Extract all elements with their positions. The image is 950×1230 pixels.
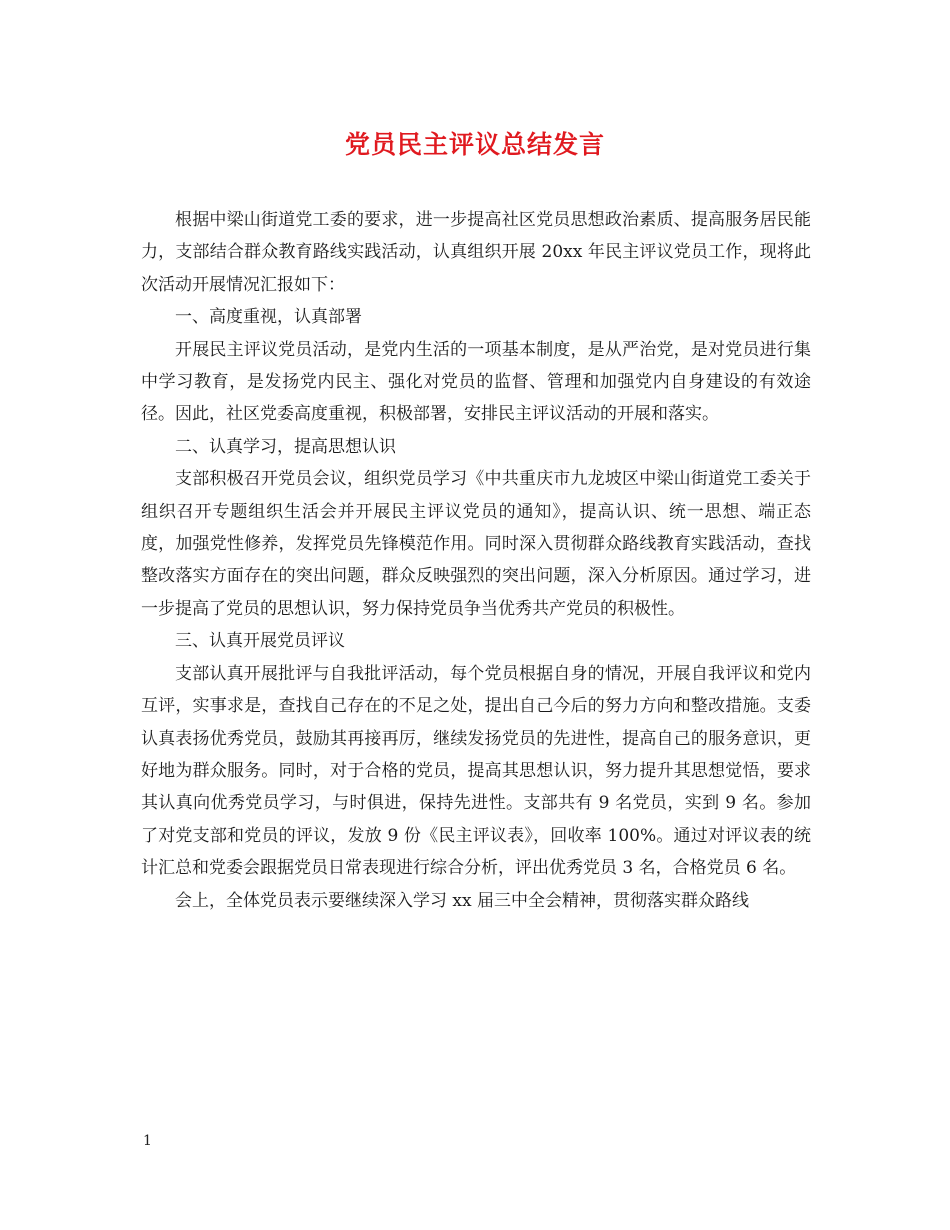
paragraph-closing: 会上，全体党员表示要继续深入学习 xx 届三中全会精神，贯彻落实群众路线 bbox=[175, 890, 749, 911]
section-heading-3: 三、认真开展党员评议 bbox=[175, 631, 345, 652]
paragraph-section-1: 开展民主评议党员活动，是党内生活的一项基本制度，是从严治党，是对党员进行集中学习教育，是发扬党内民主、强化对党员的监督、管理和加强党内自身建设的有效途径。因此，社区党委高度重视，积极部署，安排民主评议活动的开展和落实。 bbox=[141, 339, 811, 425]
document-body bbox=[141, 204, 811, 917]
paragraph-section-3: 支部认真开展批评与自我批评活动，每个党员根据自身的情况，开展自我评议和党内互评，实事求是，查找自己存在的不足之处，提出自己今后的努力方向和整改措施。支委认真表扬优秀党员，鼓励其再接再厉，继续发扬党员的先进性，提高自己的服务意识，更好地为群众服务。同时，对于合格的党员，提高其思想认识，努力提升其思想觉悟，要求其认真向优秀党员学习，与时俱进，保持先进性。支部共有 9 名党员，实到 9 名。参加了对党支部和党员的评议，发放 9 份《民主评议表》，回收率 100%。通过对评议表的统计汇总和党委会跟据党员日常表现进行综合分析，评出优秀党员 3 名，合格党员 6 名。 bbox=[141, 663, 811, 879]
section-heading-1: 一、高度重视，认真部署 bbox=[175, 307, 362, 328]
section-heading-2: 二、认真学习，提高思想认识 bbox=[175, 436, 396, 457]
document-title: 党员民主评议总结发言 bbox=[344, 130, 605, 159]
paragraph-section-2: 支部积极召开党员会议，组织党员学习《中共重庆市九龙坡区中梁山街道党工委关于组织召开专题组织生活会并开展民主评议党员的通知》，提高认识、统一思想、端正态度，加强党性修养，发挥党员先锋模范作用。同时深入贯彻群众路线教育实践活动，查找整改落实方面存在的突出问题，群众反映强烈的突出问题，深入分析原因。通过学习，进一步提高了党员的思想认识，努力保持党员争当优秀共产党员的积极性。 bbox=[141, 469, 811, 619]
paragraph-intro: 根据中梁山街道党工委的要求，进一步提高社区党员思想政治素质、提高服务居民能力，支部结合群众教育路线实践活动，认真组织开展 20xx 年民主评议党员工作，现将此次活动开展情况汇报如下： bbox=[141, 210, 811, 295]
page-number: 1 bbox=[143, 1133, 152, 1149]
